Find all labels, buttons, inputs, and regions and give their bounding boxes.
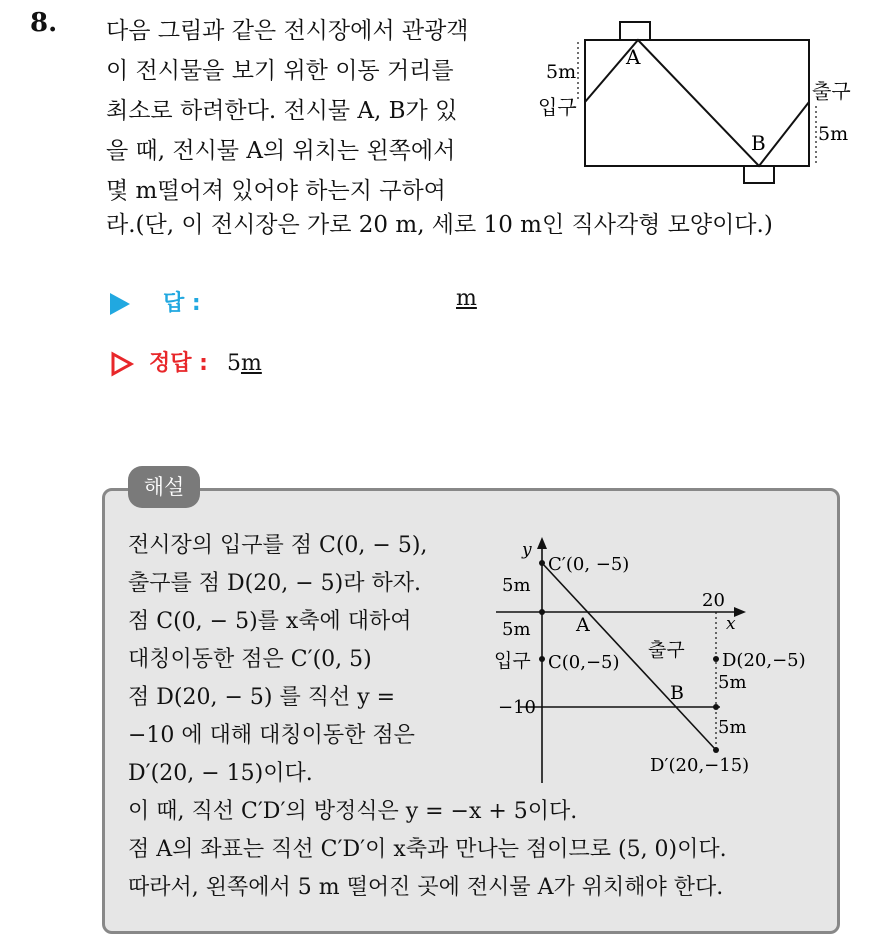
point-d-prime <box>713 747 719 753</box>
play-icon <box>110 293 130 315</box>
solution-line: 전시장의 입구를 점 C(0, − 5), <box>128 533 428 558</box>
question-line: 최소로 하려한다. 전시물 A, B가 있 <box>106 98 458 124</box>
left-dist: 5m <box>546 61 577 83</box>
point-c-prime <box>539 560 545 566</box>
solution-line: 점 C(0, − 5)를 x축에 대하여 <box>128 609 412 634</box>
answer-row <box>110 286 477 317</box>
question-line: 이 전시물을 보기 위한 이동 거리를 <box>106 58 454 84</box>
solution-tab: 해설 <box>128 466 200 508</box>
twenty-label: 20 <box>702 590 725 611</box>
label-b: B <box>751 131 766 155</box>
exhibit-b-box <box>744 166 774 183</box>
question-line: 을 때, 전시물 A의 위치는 왼쪽에서 <box>106 138 456 164</box>
exit-label: 출구 <box>812 79 851 103</box>
solution-line: 대칭이동한 점은 C′(0, 5) <box>128 647 372 672</box>
hall-rect <box>585 40 809 166</box>
x-arrow <box>734 607 746 617</box>
solution-line: 점 A의 좌표는 직선 C′D′이 x축과 만나는 점이므로 (5, 0)이다. <box>128 837 727 862</box>
entrance-label: 입구 <box>538 95 577 119</box>
y-axis-label: y <box>522 540 532 560</box>
solution-line: −10 에 대해 대칭이동한 점은 <box>128 723 415 748</box>
five-m-right-bottom: 5m <box>718 717 747 738</box>
point-b <box>713 704 719 710</box>
outline-play-icon <box>110 352 134 376</box>
question-line: 몇 m떨어져 있어야 하는지 구하여 <box>106 178 446 204</box>
label-b: B <box>670 682 684 704</box>
solution-line: 따라서, 왼쪽에서 5 m 떨어진 곳에 전시물 A가 위치해야 한다. <box>128 875 724 900</box>
exit-label: 출구 <box>648 639 685 661</box>
entrance-label: 입구 <box>494 650 531 672</box>
correct-unit: m <box>240 351 262 376</box>
correct-label: 정답 : <box>149 351 208 376</box>
exhibit-a-box <box>620 22 650 40</box>
solution-line: 출구를 점 D(20, − 5)라 하자. <box>128 571 421 596</box>
five-m-right-top: 5m <box>718 672 747 693</box>
label-a: A <box>576 614 590 636</box>
question-line: 다음 그림과 같은 전시장에서 관광객 <box>106 18 469 44</box>
x-axis-label: x <box>726 614 736 634</box>
correct-row <box>110 346 262 377</box>
answer-label: 답 : <box>163 291 201 316</box>
exhibition-figure <box>528 10 868 190</box>
point-origin <box>539 609 545 615</box>
minus-ten-label: −10 <box>498 697 536 718</box>
solution-line: 점 D(20, − 5) 를 직선 y = <box>128 685 396 710</box>
c-prime-label: C′(0, −5) <box>548 554 630 575</box>
correct-value: 5 <box>226 351 241 376</box>
c-label: C(0,−5) <box>548 652 620 673</box>
coordinate-figure <box>490 535 806 785</box>
five-m-top: 5m <box>502 575 531 596</box>
label-a: A <box>626 45 641 69</box>
solution-line: D′(20, − 15)이다. <box>128 761 313 786</box>
question-line: 라.(단, 이 전시장은 가로 20 m, 세로 10 m인 직사각형 모양이다.) <box>106 212 773 238</box>
solution-line: 이 때, 직선 C′D′의 방정식은 y = −x + 5이다. <box>128 799 578 824</box>
y-arrow <box>537 537 547 549</box>
d-prime-label: D′(20,−15) <box>650 755 750 776</box>
point-d <box>713 656 719 662</box>
answer-unit: m <box>456 286 477 311</box>
question-number: 8. <box>30 8 58 38</box>
five-m-mid: 5m <box>502 619 531 640</box>
path-line <box>585 40 809 166</box>
right-dist: 5m <box>818 123 849 145</box>
d-label: D(20,−5) <box>722 650 806 671</box>
point-c <box>539 656 545 662</box>
